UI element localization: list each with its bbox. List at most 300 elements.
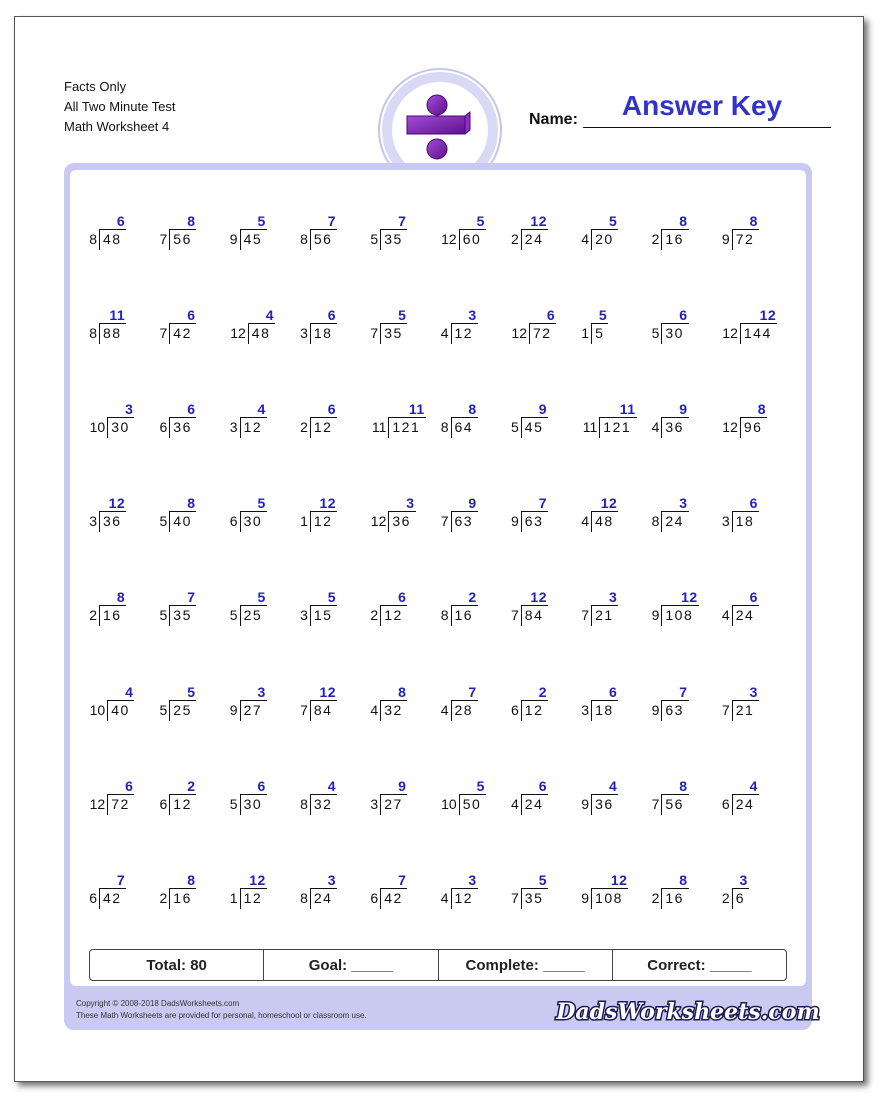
divisor: 8: [300, 231, 308, 247]
usage-line: These Math Worksheets are provided for personal, homeschool or classroom use.: [76, 1011, 367, 1020]
dividend: 35: [173, 607, 192, 624]
division-problem: [88, 872, 168, 916]
dividend: 42: [103, 889, 122, 906]
quotient-answer: 3: [608, 589, 618, 606]
quotient-answer: 5: [598, 307, 608, 324]
dividend: 72: [735, 231, 755, 247]
divisor: 6: [721, 795, 730, 812]
divisor: 4: [721, 607, 730, 624]
divisor: 8: [651, 513, 660, 530]
quotient-answer: 8: [398, 683, 407, 700]
name-input-line[interactable]: [583, 127, 831, 128]
divisor: 2: [89, 607, 97, 624]
divisor: 3: [229, 419, 238, 436]
quotient-answer: 6: [679, 307, 688, 324]
division-problem: [158, 872, 238, 916]
division-problem: [721, 307, 801, 351]
quotient-answer: 11: [109, 307, 126, 324]
quotient-answer: 6: [546, 307, 556, 324]
dividend: 16: [454, 607, 474, 624]
divisor: 2: [300, 419, 308, 436]
quotient-answer: 5: [187, 683, 196, 700]
correct-cell[interactable]: Correct: _____: [612, 950, 786, 980]
quotient-answer: 6: [125, 777, 134, 794]
divisor: 3: [370, 795, 379, 812]
quotient-answer: 7: [398, 213, 407, 229]
answer-key-text: Answer Key: [621, 90, 783, 121]
division-problem: [440, 778, 520, 822]
divisor: 12: [441, 231, 457, 247]
division-problem: [229, 778, 309, 822]
divisor: 6: [229, 513, 238, 530]
divisor: 2: [651, 889, 660, 906]
quotient-answer: 11: [408, 401, 425, 418]
division-problem: [299, 872, 379, 916]
dividend: 63: [524, 513, 544, 530]
divisor: 6: [511, 701, 519, 718]
division-problem: [440, 684, 520, 728]
dividend: 48: [595, 513, 614, 530]
division-problem: [369, 589, 449, 633]
divisor: 5: [159, 513, 168, 530]
division-problem: [510, 213, 590, 257]
division-problem: [369, 307, 449, 351]
quotient-answer: 8: [187, 213, 196, 229]
dividend: 5: [595, 325, 605, 342]
dividend: 27: [384, 795, 403, 812]
divisor: 5: [229, 795, 238, 812]
quotient-answer: 7: [468, 683, 477, 700]
quotient-answer: 12: [681, 589, 698, 606]
dividend: 48: [103, 231, 122, 247]
dividend: 18: [735, 513, 755, 530]
divisor: 7: [511, 607, 519, 624]
dividend: 15: [313, 607, 333, 624]
divisor: 12: [722, 419, 738, 436]
division-problem: [88, 213, 168, 257]
quotient-answer: 3: [679, 495, 688, 512]
quotient-answer: 4: [265, 307, 274, 324]
quotient-answer: 6: [116, 213, 126, 229]
dividend: 56: [173, 231, 192, 247]
dividend: 21: [595, 607, 614, 624]
quotient-answer: 3: [257, 683, 266, 700]
dividend: 84: [313, 701, 333, 718]
divisor: 3: [300, 607, 308, 624]
divisor: 2: [370, 607, 379, 624]
divisor: 10: [89, 701, 106, 718]
quotient-answer: 8: [679, 871, 688, 888]
divisor: 9: [581, 795, 590, 812]
division-problem: [580, 495, 660, 539]
score-table: [89, 949, 787, 981]
division-problem: [158, 213, 238, 257]
quotient-answer: 8: [468, 401, 477, 418]
division-problem: [721, 589, 801, 633]
quotient-answer: 6: [608, 683, 618, 700]
dividend: 60: [462, 231, 482, 247]
division-problem: [88, 401, 168, 445]
info-line-title: Math Worksheet 4: [64, 119, 170, 134]
quotient-answer: 8: [749, 213, 758, 229]
dividend: 18: [313, 325, 333, 342]
quotient-answer: 6: [749, 589, 758, 606]
quotient-answer: 12: [319, 495, 337, 512]
divisor: 6: [159, 419, 168, 436]
division-problem: [440, 307, 520, 351]
division-problem: [299, 684, 379, 728]
dividend: 27: [243, 701, 263, 718]
dividend: 63: [665, 701, 684, 718]
division-problem: [580, 401, 660, 445]
quotient-answer: 4: [257, 401, 266, 418]
division-problem: [299, 213, 379, 257]
dividend: 30: [111, 419, 130, 436]
dividend: 28: [454, 701, 474, 718]
divisor: 3: [300, 325, 308, 342]
division-problem: [229, 401, 309, 445]
quotient-answer: 3: [125, 401, 134, 418]
quotient-answer: 8: [757, 401, 767, 418]
division-problem: [580, 589, 660, 633]
info-line-test: All Two Minute Test: [64, 99, 176, 114]
quotient-answer: 8: [679, 777, 688, 794]
divisor: 1: [581, 325, 590, 342]
divisor: 4: [581, 231, 590, 247]
dividend: 45: [524, 419, 544, 436]
quotient-answer: 6: [327, 401, 337, 418]
dividend: 72: [111, 795, 130, 812]
dividend: 56: [665, 795, 684, 812]
division-problem: [510, 684, 590, 728]
dividend: 42: [173, 325, 192, 342]
divisor: 4: [370, 701, 379, 718]
quotient-answer: 5: [257, 589, 266, 606]
dividend: 48: [251, 325, 271, 342]
problem-area: [70, 170, 806, 986]
division-problem: [721, 401, 801, 445]
dividend: 42: [384, 889, 403, 906]
dividend: 30: [243, 513, 263, 530]
division-problem: [158, 495, 238, 539]
dividend: 12: [384, 607, 403, 624]
dividend: 24: [665, 513, 684, 530]
divisor: 7: [370, 325, 379, 342]
dividend: 12: [173, 795, 192, 812]
division-problem: [299, 495, 379, 539]
dividend: 24: [524, 795, 544, 812]
quotient-answer: 6: [398, 589, 407, 606]
quotient-answer: 7: [398, 871, 407, 888]
quotient-answer: 12: [249, 871, 266, 888]
complete-cell[interactable]: Complete: _____: [438, 950, 612, 980]
quotient-answer: 9: [398, 777, 407, 794]
info-line-type: Facts Only: [64, 79, 127, 94]
dividend: 32: [384, 701, 403, 718]
division-problem: [229, 684, 309, 728]
division-problem: [440, 495, 520, 539]
dividend: 12: [454, 889, 474, 906]
dividend: 24: [735, 795, 755, 812]
division-problem: [369, 778, 449, 822]
dividend: 64: [454, 419, 474, 436]
dividend: 96: [743, 419, 763, 436]
dividend: 12: [243, 889, 263, 906]
quotient-answer: 3: [739, 871, 748, 888]
quotient-answer: 8: [679, 213, 688, 229]
quotient-answer: 4: [608, 777, 618, 794]
divisor: 1: [229, 889, 238, 906]
division-problem: [510, 495, 590, 539]
division-problem: [580, 778, 660, 822]
quotient-answer: 12: [759, 307, 777, 324]
dividend: 88: [103, 325, 122, 342]
dividend: 16: [173, 889, 192, 906]
division-problem: [510, 872, 590, 916]
dadsworksheets-logo: [556, 992, 820, 1028]
divisor: 5: [159, 701, 168, 718]
quotient-answer: 12: [108, 495, 126, 512]
division-problem: [229, 589, 309, 633]
divisor: 12: [230, 325, 246, 342]
division-problem: [721, 213, 801, 257]
divisor: 3: [721, 513, 730, 530]
divisor: 7: [721, 701, 730, 718]
divisor: 8: [89, 231, 97, 247]
quotient-answer: 5: [327, 589, 337, 606]
quotient-answer: 6: [749, 495, 758, 512]
dividend: 35: [384, 231, 403, 247]
divisor: 9: [581, 889, 590, 906]
division-problem: [440, 401, 520, 445]
division-problem: [650, 495, 730, 539]
quotient-answer: 8: [116, 589, 126, 606]
quotient-answer: 6: [538, 777, 547, 794]
division-problem: [440, 213, 520, 257]
dividend: 21: [735, 701, 755, 718]
quotient-answer: 6: [257, 777, 266, 794]
division-problem: [440, 589, 520, 633]
division-problem: [580, 684, 660, 728]
quotient-answer: 5: [257, 495, 266, 512]
division-problem: [650, 307, 730, 351]
dividend: 18: [595, 701, 614, 718]
division-problem: [580, 307, 660, 351]
dividend: 24: [313, 889, 333, 906]
divisor: 9: [651, 701, 660, 718]
division-problem: [88, 495, 168, 539]
dividend: 32: [313, 795, 333, 812]
divisor: 7: [159, 325, 168, 342]
divisor: 7: [300, 701, 308, 718]
dividend: 84: [524, 607, 544, 624]
divisor: 7: [651, 795, 660, 812]
divisor: 7: [440, 513, 449, 530]
division-problem: [650, 684, 730, 728]
quotient-answer: 12: [600, 495, 618, 512]
dividend: 16: [103, 607, 122, 624]
division-problem: [158, 307, 238, 351]
divisor: 4: [440, 701, 449, 718]
divisor: 9: [721, 231, 730, 247]
division-problem: [369, 401, 449, 445]
divisor: 6: [89, 889, 97, 906]
dividend: 16: [665, 231, 684, 247]
dividend: 12: [454, 325, 474, 342]
quotient-answer: 3: [468, 307, 477, 324]
division-problem: [299, 307, 379, 351]
divisor: 2: [159, 889, 168, 906]
dividend: 45: [243, 231, 263, 247]
divisor: 5: [370, 231, 379, 247]
dividend: 12: [313, 419, 333, 436]
divisor: 11: [582, 419, 598, 436]
division-problem: [510, 401, 590, 445]
dividend: 6: [735, 889, 745, 906]
divisor: 11: [371, 419, 387, 436]
divisor: 12: [89, 795, 106, 812]
quotient-answer: 4: [749, 777, 758, 794]
division-problem: [369, 684, 449, 728]
dividend: 63: [454, 513, 474, 530]
divisor: 5: [229, 607, 238, 624]
quotient-answer: 3: [468, 871, 477, 888]
divisor: 9: [511, 513, 519, 530]
dividend: 24: [524, 231, 544, 247]
quotient-answer: 3: [327, 871, 337, 888]
division-problem: [510, 307, 590, 351]
quotient-answer: 3: [749, 683, 758, 700]
division-problem: [88, 307, 168, 351]
divisor: 9: [229, 701, 238, 718]
division-problem: [369, 872, 449, 916]
divisor: 4: [440, 325, 449, 342]
dividend: 35: [384, 325, 403, 342]
divisor: 7: [159, 231, 168, 247]
divisor: 8: [89, 325, 97, 342]
total-cell: Total: 80: [146, 956, 207, 974]
dividend: 56: [313, 231, 333, 247]
dividend: 108: [665, 607, 694, 624]
division-problem: [510, 778, 590, 822]
division-problem: [229, 307, 309, 351]
copyright-notice: [76, 998, 367, 1022]
divisor: 8: [300, 889, 308, 906]
quotient-answer: 7: [187, 589, 196, 606]
quotient-answer: 7: [116, 871, 126, 888]
divisor: 8: [300, 795, 308, 812]
division-problem: [580, 213, 660, 257]
division-problem: [158, 401, 238, 445]
quotient-answer: 8: [187, 495, 196, 512]
divisor: 9: [651, 607, 660, 624]
divisor: 5: [159, 607, 168, 624]
quotient-answer: 5: [476, 777, 485, 794]
quotient-answer: 2: [468, 589, 477, 606]
dividend: 121: [603, 419, 632, 436]
quotient-answer: 2: [538, 683, 547, 700]
division-problem: [650, 778, 730, 822]
division-problem: [299, 401, 379, 445]
dividend: 36: [595, 795, 614, 812]
dividend: 16: [665, 889, 684, 906]
divisor: 7: [511, 889, 519, 906]
divisor: 4: [511, 795, 519, 812]
divisor: 7: [581, 607, 590, 624]
division-problem: [650, 401, 730, 445]
divisor: 2: [721, 889, 730, 906]
division-problem: [229, 872, 309, 916]
quotient-answer: 7: [679, 683, 688, 700]
division-problem: [650, 589, 730, 633]
division-problem: [299, 589, 379, 633]
divisor: 10: [441, 795, 457, 812]
quotient-answer: 8: [187, 871, 196, 888]
quotient-answer: 12: [530, 213, 547, 229]
quotient-answer: 3: [406, 495, 415, 512]
quotient-answer: 12: [610, 871, 628, 888]
dividend: 40: [111, 701, 130, 718]
dividend: 25: [243, 607, 263, 624]
dividend: 36: [665, 419, 684, 436]
division-problem: [440, 872, 520, 916]
copyright-line: Copyright © 2008-2018 DadsWorksheets.com: [76, 999, 240, 1008]
division-problem: [510, 589, 590, 633]
division-problem: [88, 684, 168, 728]
divisor: 9: [229, 231, 238, 247]
dividend: 36: [103, 513, 122, 530]
quotient-answer: 5: [257, 213, 266, 229]
divisor: 4: [651, 419, 660, 436]
divisor: 12: [370, 513, 387, 530]
dividend: 72: [532, 325, 552, 342]
quotient-answer: 9: [468, 495, 477, 512]
quotient-answer: 2: [187, 777, 196, 794]
dividend: 35: [524, 889, 544, 906]
divisor: 4: [440, 889, 449, 906]
divisor: 5: [511, 419, 519, 436]
dividend: 40: [173, 513, 192, 530]
dividend: 108: [595, 889, 623, 906]
division-problem: [580, 872, 660, 916]
quotient-answer: 4: [125, 683, 134, 700]
dividend: 30: [243, 795, 263, 812]
quotient-answer: 4: [327, 777, 337, 794]
division-problem: [158, 778, 238, 822]
divisor: 8: [440, 419, 449, 436]
quotient-answer: 7: [327, 213, 337, 229]
dividend: 36: [392, 513, 411, 530]
quotient-answer: 6: [187, 401, 196, 418]
name-label: Name:: [529, 111, 578, 128]
division-problem: [88, 778, 168, 822]
worksheet-info: [64, 77, 176, 137]
division-problem: [299, 778, 379, 822]
dividend: 36: [173, 419, 192, 436]
brand-text: DadsWorksheets.com: [556, 999, 820, 1025]
divisor: 10: [89, 419, 106, 436]
goal-cell[interactable]: Goal: _____: [263, 950, 437, 980]
division-problem: [88, 589, 168, 633]
divisor: 12: [511, 325, 527, 342]
dividend: 24: [735, 607, 755, 624]
quotient-answer: 9: [679, 401, 688, 418]
divisor: 3: [581, 701, 590, 718]
quotient-answer: 5: [398, 307, 407, 324]
dividend: 121: [392, 419, 421, 436]
division-problem: [229, 495, 309, 539]
quotient-answer: 7: [538, 495, 547, 512]
